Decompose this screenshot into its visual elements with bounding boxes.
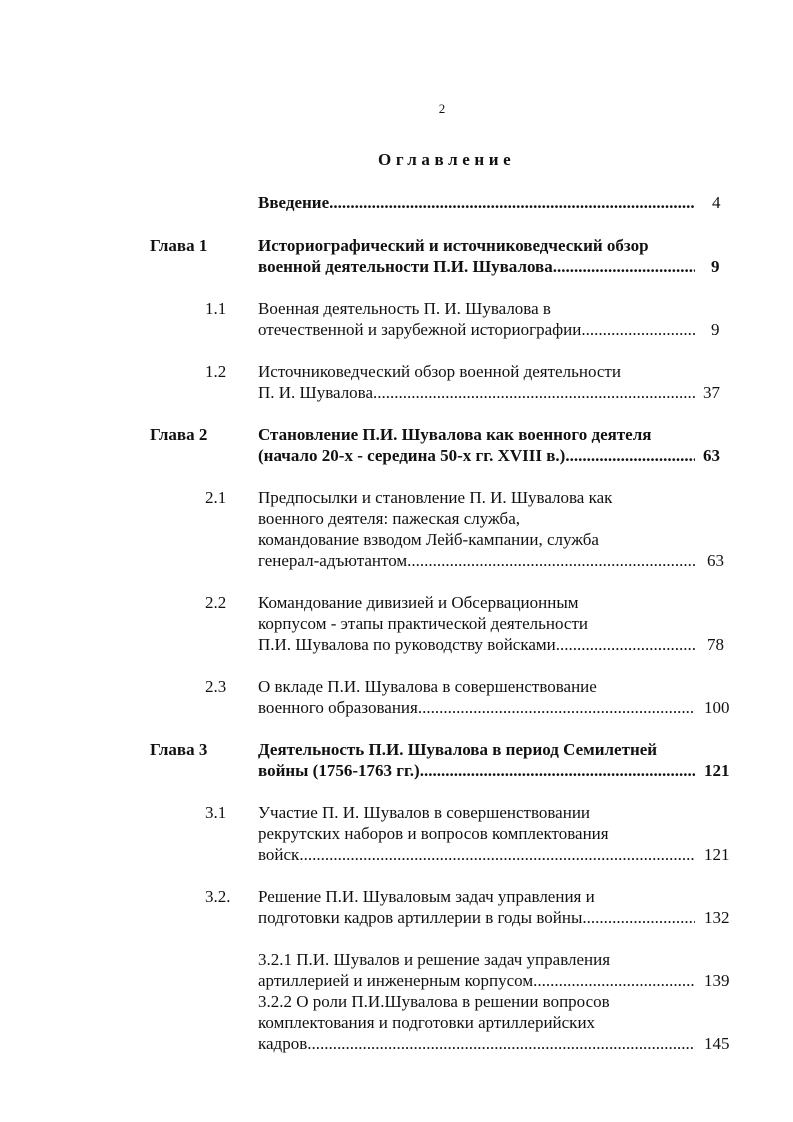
toc-entry-text: генерал-адъютантом xyxy=(258,551,408,570)
toc-page-number: 9 xyxy=(711,320,720,339)
leader-dots xyxy=(299,845,695,865)
toc-entry-subsection-3-2-2[interactable] xyxy=(258,1034,695,1055)
toc-entry-chapter-1[interactable] xyxy=(258,257,695,278)
section-number: 2.2 xyxy=(205,593,227,612)
toc-entry-text[interactable]: командование взводом Лейб-кампании, служба xyxy=(258,530,599,549)
toc-entry-text: войны (1756-1763 гг.) xyxy=(258,761,420,780)
section-number: 2.3 xyxy=(205,677,227,696)
toc-page-number: 78 xyxy=(707,635,724,654)
toc-entry-text[interactable]: военного деятеля: пажеская служба, xyxy=(258,509,520,528)
toc-page-number: 9 xyxy=(711,257,720,276)
page-number: 2 xyxy=(438,101,446,116)
leader-dots xyxy=(553,257,695,277)
toc-entry-section-3-2[interactable] xyxy=(258,908,695,929)
toc-entry-text: подготовки кадров артиллерии в годы войны xyxy=(258,908,583,927)
toc-entry-text[interactable]: Предпосылки и становление П. И. Шувалова как xyxy=(258,488,613,507)
toc-page-number: 100 xyxy=(704,698,730,717)
chapter-label: Глава 1 xyxy=(150,236,208,255)
toc-entry-section-2-3[interactable] xyxy=(258,698,695,719)
toc-entry-text: кадров xyxy=(258,1034,308,1053)
toc-entry-text[interactable]: Участие П. И. Шувалов в совершенствовании xyxy=(258,803,591,822)
leader-dots xyxy=(420,761,695,781)
toc-entry-text[interactable]: корпусом - этапы практической деятельности xyxy=(258,614,588,633)
toc-entry-text[interactable]: Становление П.И. Шувалова как военного деятеля xyxy=(258,425,652,444)
toc-entry-text: П.И. Шувалова по руководству войсками xyxy=(258,635,556,654)
toc-entry-text[interactable]: рекрутских наборов и вопросов комплектования xyxy=(258,824,609,843)
toc-entry-text[interactable]: Командование дивизией и Обсервационным xyxy=(258,593,579,612)
toc-entry-text[interactable]: Военная деятельность П. И. Шувалова в xyxy=(258,299,551,318)
leader-dots xyxy=(565,446,695,466)
toc-page-number: 121 xyxy=(704,845,730,864)
toc-entry-text[interactable]: Деятельность П.И. Шувалова в период Семилетней xyxy=(258,740,658,759)
toc-entry-text[interactable]: комплектования и подготовки артиллерийских xyxy=(258,1013,596,1032)
section-number: 2.1 xyxy=(205,488,227,507)
toc-page-number: 145 xyxy=(704,1034,730,1053)
leader-dots xyxy=(556,635,695,655)
leader-dots xyxy=(307,1034,695,1054)
leader-dots xyxy=(581,320,695,340)
toc-page-number: 139 xyxy=(704,971,730,990)
page-title: Оглавление xyxy=(378,150,516,169)
leader-dots xyxy=(418,698,695,718)
toc-entry-text[interactable]: О вкладе П.И. Шувалова в совершенствование xyxy=(258,677,597,696)
section-number: 1.2 xyxy=(205,362,227,381)
leader-dots xyxy=(373,383,695,403)
toc-entry-section-1-2[interactable] xyxy=(258,383,695,404)
leader-dots xyxy=(407,551,695,571)
toc-entry-text[interactable]: Решение П.И. Шуваловым задач управления и xyxy=(258,887,595,906)
toc-page-number: 63 xyxy=(707,551,724,570)
chapter-label: Глава 2 xyxy=(150,425,208,444)
toc-entry-section-3-1[interactable] xyxy=(258,845,695,866)
toc-entry-text[interactable]: 3.2.2 О роли П.И.Шувалова в решении вопросов xyxy=(258,992,610,1011)
toc-entry-text[interactable]: Историографический и источниковедческий обзор xyxy=(258,236,649,255)
toc-entry-text: (начало 20-х - середина 50-х гг. XVIII в.) xyxy=(258,446,566,465)
toc-entry-chapter-2[interactable] xyxy=(258,446,695,467)
toc-entry-text: военной деятельности П.И. Шувалова xyxy=(258,257,553,276)
toc-entry-section-2-2[interactable] xyxy=(258,635,695,656)
toc-entry-text: П. И. Шувалова xyxy=(258,383,374,402)
toc-page-number: 132 xyxy=(704,908,730,927)
toc-entry-text: войск xyxy=(258,845,300,864)
chapter-label: Глава 3 xyxy=(150,740,208,759)
section-number: 1.1 xyxy=(205,299,227,318)
toc-entry-section-1-1[interactable] xyxy=(258,320,695,341)
toc-entry-text: отечественной и зарубежной историографии xyxy=(258,320,582,339)
leader-dots xyxy=(533,971,695,991)
leader-dots xyxy=(582,908,695,928)
toc-entry-text: военного образования xyxy=(258,698,418,717)
toc-entry-text: артиллерией и инженерным корпусом xyxy=(258,971,534,990)
leader-dots xyxy=(329,193,695,213)
toc-page-number: 4 xyxy=(712,193,721,212)
toc-page-number: 63 xyxy=(703,446,720,465)
toc-entry-text: Введение xyxy=(258,193,330,212)
toc-page-number: 37 xyxy=(703,383,720,402)
toc-page-number: 121 xyxy=(704,761,730,780)
toc-entry-text[interactable]: 3.2.1 П.И. Шувалов и решение задач управления xyxy=(258,950,611,969)
toc-entry-section-2-1[interactable] xyxy=(258,551,695,572)
toc-entry-text[interactable]: Источниковедческий обзор военной деятельности xyxy=(258,362,621,381)
toc-entry-intro[interactable] xyxy=(258,193,695,214)
toc-entry-subsection-3-2-1[interactable] xyxy=(258,971,695,992)
toc-entry-chapter-3[interactable] xyxy=(258,761,695,782)
section-number: 3.1 xyxy=(205,803,227,822)
section-number: 3.2. xyxy=(205,887,231,906)
